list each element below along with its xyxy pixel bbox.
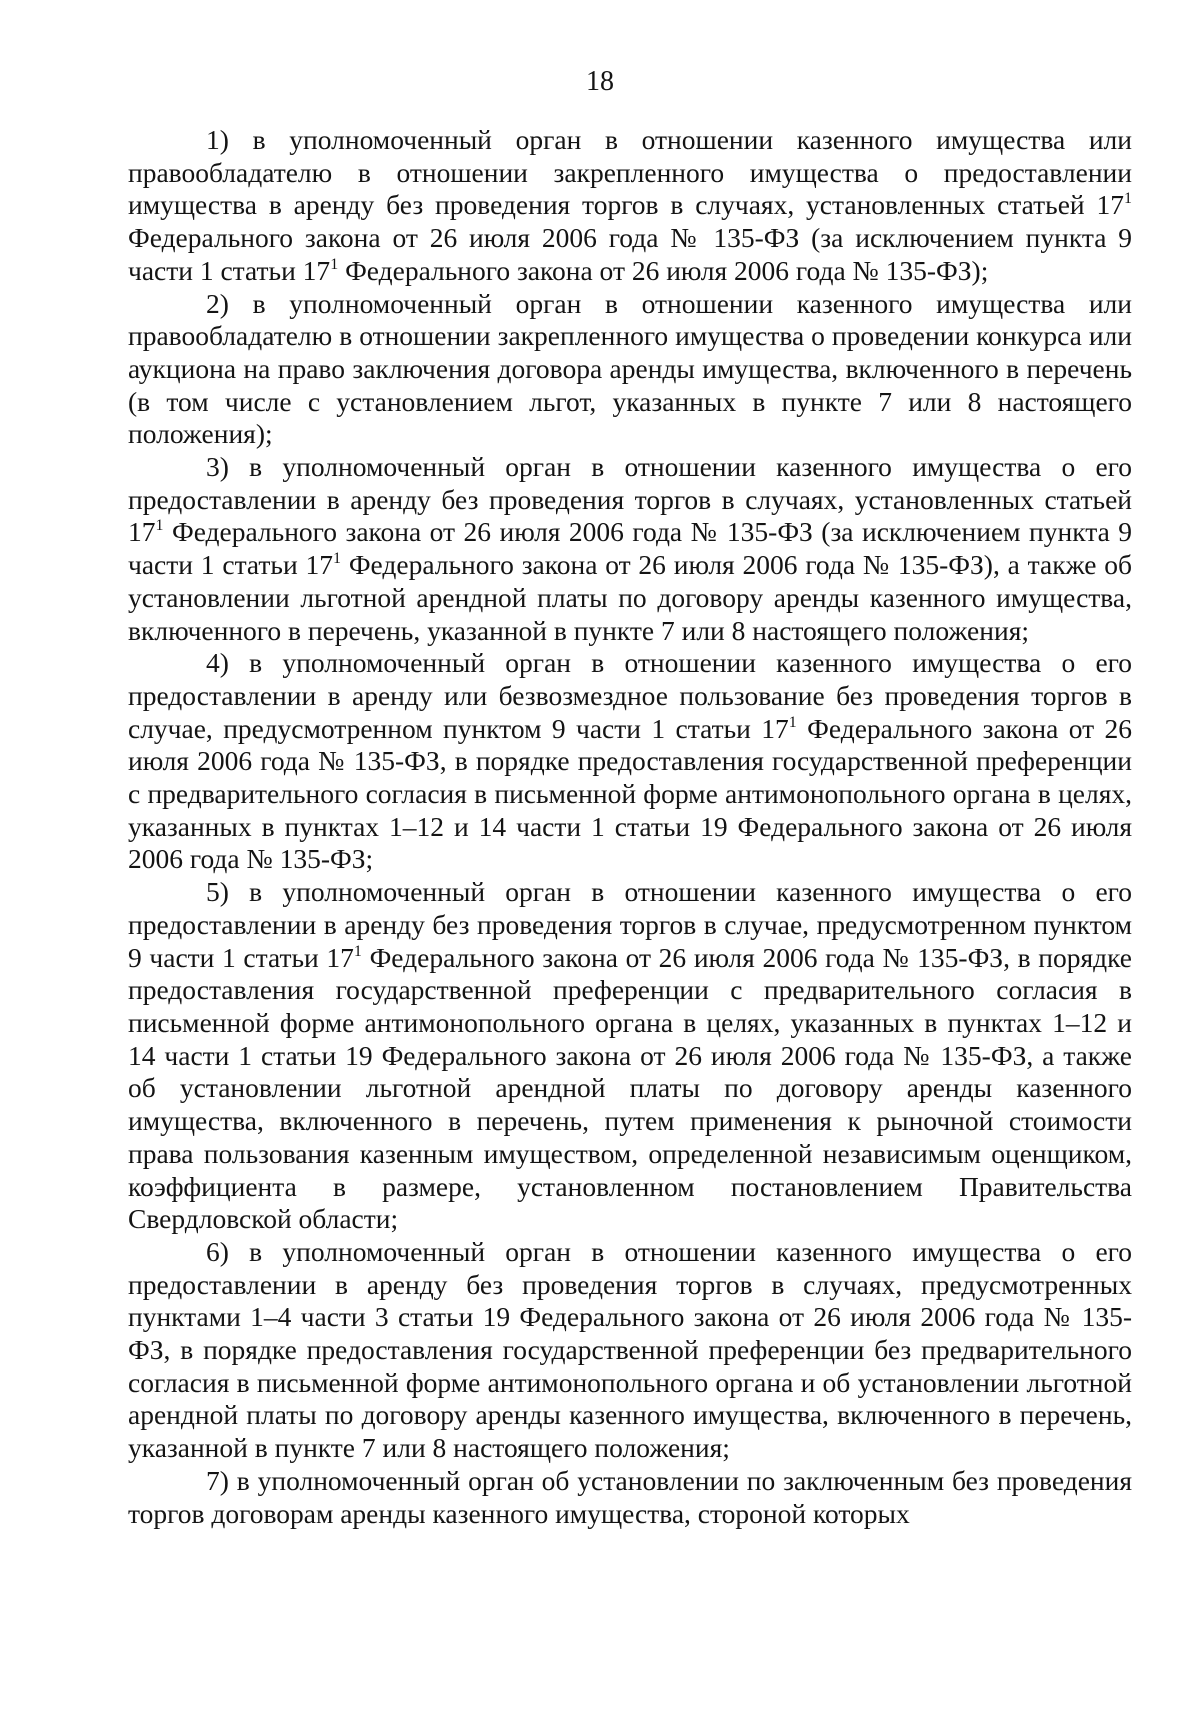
superscript: 1 bbox=[330, 255, 339, 273]
item-number: 3) bbox=[206, 451, 229, 483]
list-item-2 bbox=[128, 288, 1132, 452]
item-number: 5) bbox=[206, 876, 229, 908]
item-text: Федерального закона от 26 июля 2006 года № 135-ФЗ, в порядке предоставления государственной преференции с предварительного согласия в письменной форме антимонопольного органа в целях, указанных в пунктах 1–12 и 14 части 1 статьи 19 Федерального закона от 26 июля 2006 года № 135-ФЗ; bbox=[128, 712, 1132, 875]
list-item-7 bbox=[128, 1465, 1132, 1530]
superscript: 1 bbox=[353, 942, 362, 960]
superscript: 1 bbox=[1124, 190, 1132, 208]
item-number: 4) bbox=[206, 647, 229, 679]
item-text: Федерального закона от 26 июля 2006 года № 135-ФЗ), а также об установлении льготной арендной платы по договору аренды казенного имущества, включенного в перечень, указанной в пункте 7 или 8 настоящего положения; bbox=[128, 549, 1132, 646]
item-text: в уполномоченный орган в отношении казенного имущества о его предоставлении в аренду или безвозмездное пользование без проведения торгов в случае, предусмотренном пунктом 9 части 1 статьи 17 bbox=[128, 647, 1132, 744]
item-text: в уполномоченный орган в отношении казенного имущества о его предоставлении в аренду без проведения торгов в случае, предусмотренном пунктом 9 части 1 статьи 17 bbox=[128, 876, 1132, 973]
item-text: в уполномоченный орган об установлении по заключенным без проведения торгов договорам аренды казенного имущества, стороной которых bbox=[128, 1464, 1132, 1529]
item-number: 7) bbox=[206, 1464, 229, 1496]
item-text: в уполномоченный орган в отношении казенного имущества о его предоставлении в аренду без проведения торгов в случаях, установленных статьей 17 bbox=[128, 451, 1132, 548]
item-text: Федерального закона от 26 июля 2006 года № 135-ФЗ, в порядке предоставления государственной преференции с предварительного согласия в письменной форме антимонопольного органа в целях, указанных в пунктах 1–12 и 14 части 1 статьи 19 Федерального закона от 26 июля 2006 года № 135-ФЗ, а также об установлении льготной арендной платы по договору аренды казенного имущества, включенного в перечень, путем применения к рыночной стоимости права пользования казенным имуществом, определенной независимым оценщиком, коэффициента в размере, установленном постановлением Правительства Свердловской области; bbox=[128, 941, 1132, 1235]
superscript: 1 bbox=[788, 713, 797, 731]
item-number: 1) bbox=[206, 124, 229, 155]
superscript: 1 bbox=[333, 550, 342, 568]
item-text: в уполномоченный орган в отношении казенного имущества о его предоставлении в аренду без проведения торгов в случаях, предусмотренных пунктами 1–4 части 3 статьи 19 Федерального закона от 26 июля 2006 года № 135-ФЗ, в порядке предоставления государственной преференции без предварительного согласия в письменной форме антимонопольного органа и об установлении льготной арендной платы по договору аренды казенного имущества, включенного в перечень, указанной в пункте 7 или 8 настоящего положения; bbox=[128, 1235, 1132, 1464]
item-text: Федерального закона от 26 июля 2006 года № 135-ФЗ (за исключением пункта 9 части 1 статьи 17 bbox=[128, 222, 1132, 286]
item-text: в уполномоченный орган в отношении казенного имущества или правообладателю в отношении закрепленного имущества о предоставлении имущества в аренду без проведения торгов в случаях, установленных статьей 17 bbox=[128, 124, 1132, 221]
item-text: в уполномоченный орган в отношении казенного имущества или правообладателю в отношении закрепленного имущества о проведении конкурса или аукциона на право заключения договора аренды имущества, включенного в перечень (в том числе с установлением льгот, указанных в пункте 7 или 8 настоящего положения); bbox=[128, 287, 1132, 450]
item-number: 6) bbox=[206, 1235, 229, 1267]
list-item-1 bbox=[128, 124, 1132, 288]
item-text: Федерального закона от 26 июля 2006 года № 135-ФЗ); bbox=[338, 254, 989, 286]
list-item-3 bbox=[128, 451, 1132, 647]
page-number: 18 bbox=[586, 66, 614, 97]
item-number: 2) bbox=[206, 287, 229, 319]
item-text: Федерального закона от 26 июля 2006 года № 135-ФЗ (за исключением пункта 9 части 1 статьи 17 bbox=[128, 516, 1132, 581]
superscript: 1 bbox=[155, 517, 164, 535]
list-item-5 bbox=[128, 876, 1132, 1236]
document-body bbox=[128, 124, 1132, 1530]
list-item-6 bbox=[128, 1236, 1132, 1465]
list-item-4 bbox=[128, 647, 1132, 876]
